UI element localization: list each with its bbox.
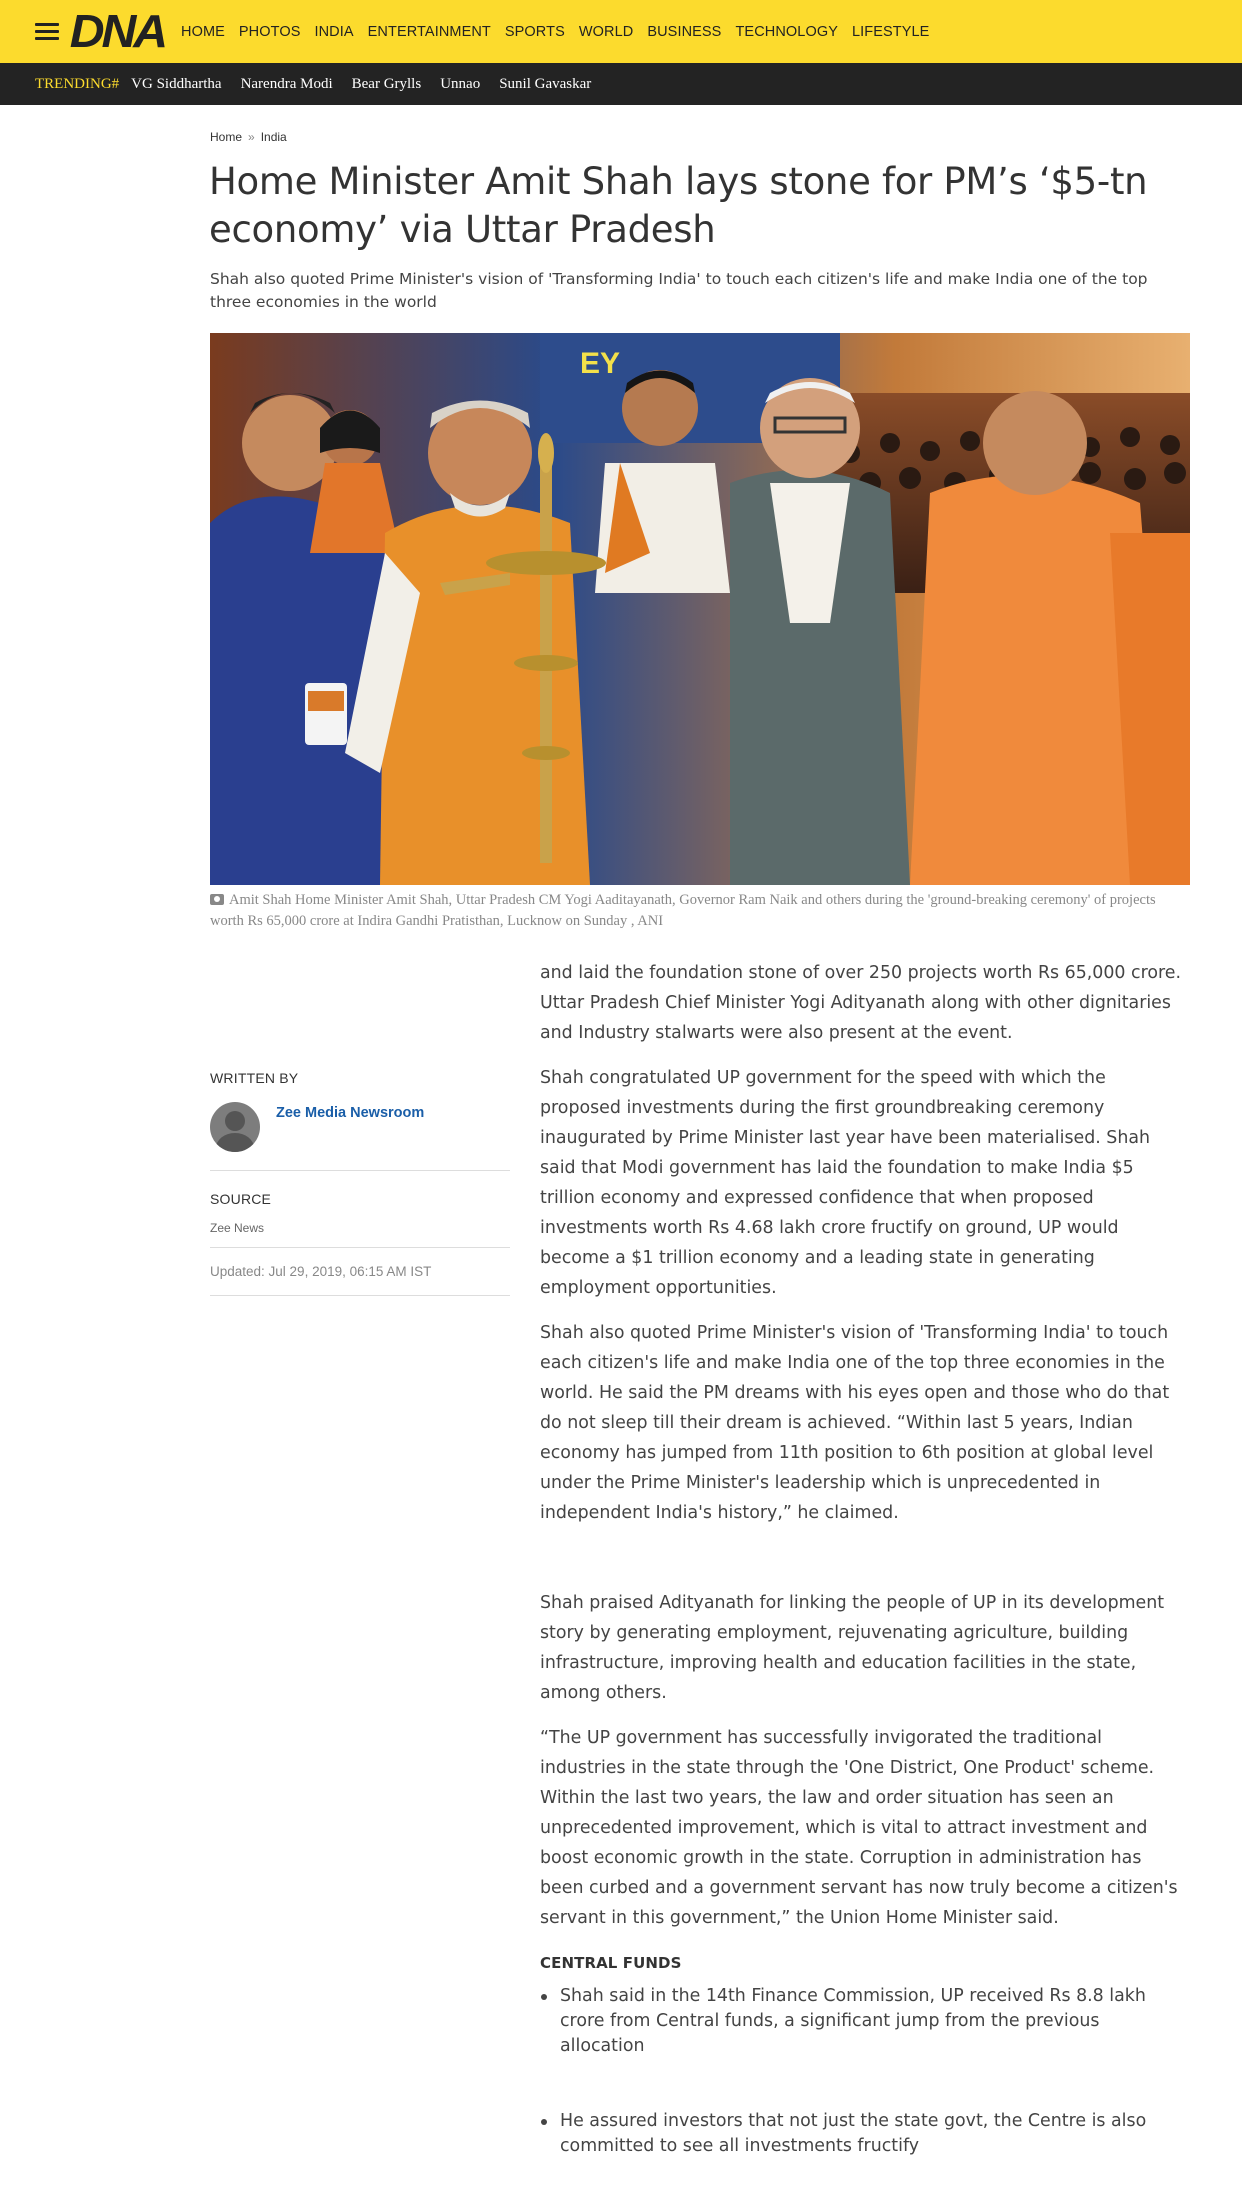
trending-item[interactable]: VG Siddhartha <box>131 75 222 92</box>
menu-icon[interactable] <box>35 23 59 41</box>
nav-technology[interactable]: TECHNOLOGY <box>735 23 838 40</box>
article-subtitle: Shah also quoted Prime Minister's vision of 'Transforming India' to touch each citizen's life and make India one of the top three economies in the world <box>210 270 1148 311</box>
top-nav-bar <box>0 0 1242 63</box>
paragraph: Shah praised Adityanath for linking the people of UP in its development story by generating employment, rejuvenating agriculture, building infrastructure, improving health and education facilities in the state, among others. <box>540 1593 1165 1703</box>
list-item: Shah said in the 14th Finance Commission, UP received Rs 8.8 lakh crore from Central funds, a significant jump from the previous allocation <box>560 1984 1185 2059</box>
bullet-list <box>540 1984 1185 2159</box>
article-body <box>540 958 1185 2209</box>
trending-item[interactable]: Narendra Modi <box>240 75 333 92</box>
section-heading: CENTRAL FUNDS <box>540 1954 682 1972</box>
nav-sports[interactable]: SPORTS <box>504 23 565 40</box>
nav-photos[interactable]: PHOTOS <box>238 23 301 40</box>
breadcrumb-india[interactable]: India <box>260 130 287 144</box>
site-logo[interactable]: DNA <box>69 5 165 57</box>
main-nav <box>181 0 943 63</box>
nav-india[interactable]: INDIA <box>314 23 354 40</box>
nav-world[interactable]: WORLD <box>578 23 634 40</box>
updated-timestamp: Updated: Jul 29, 2019, 06:15 AM IST <box>210 1248 510 1296</box>
author-block <box>210 1102 510 1171</box>
trending-label: TRENDING# <box>35 75 120 92</box>
source-value: Zee News <box>210 1221 265 1235</box>
trending-item[interactable]: Unnao <box>440 75 481 92</box>
camera-icon <box>210 894 224 905</box>
trending-item[interactable]: Sunil Gavaskar <box>499 75 592 92</box>
nav-home[interactable]: HOME <box>181 23 225 40</box>
paragraph: and laid the foundation stone of over 250 projects worth Rs 65,000 crore. Uttar Pradesh Chief Minister Yogi Adityanath along with other dignitaries and Industry stalwarts were also present at the event. <box>540 963 1181 1043</box>
article-meta <box>210 1070 510 1296</box>
author-link[interactable]: Zee Media Newsroom <box>276 1105 425 1121</box>
image-caption: Amit Shah Home Minister Amit Shah, Uttar Pradesh CM Yogi Aaditayanath, Governor Ram Naik and others during the 'ground-breaking ceremony' of projects worth Rs 65,000 crore at Indira Gandhi Pratisthan, Lucknow on Sunday , ANI <box>210 892 1156 929</box>
trending-bar <box>0 63 1242 105</box>
nav-business[interactable]: BUSINESS <box>647 23 722 40</box>
written-by-label: WRITTEN BY <box>210 1070 299 1086</box>
avatar <box>210 1102 260 1152</box>
trending-item[interactable]: Bear Grylls <box>351 75 422 92</box>
hero-image <box>210 333 1190 885</box>
nav-entertainment[interactable]: ENTERTAINMENT <box>367 23 491 40</box>
paragraph: “The UP government has successfully invigorated the traditional industries in the state through the 'One District, One Product' scheme. Within the last two years, the law and order situation has seen an unprecedented improvement, which is vital to attract investment and boost economic growth in the state. Corruption in administration has been curbed and a government servant has now truly become a citizen's servant in this government,” the Union Home Minister said. <box>540 1728 1178 1928</box>
list-item: He assured investors that not just the state govt, the Centre is also committed to see all investments fructify <box>560 2109 1185 2159</box>
breadcrumb <box>210 130 287 144</box>
breadcrumb-separator: » <box>248 130 255 144</box>
nav-lifestyle[interactable]: LIFESTYLE <box>851 23 930 40</box>
breadcrumb-home[interactable]: Home <box>210 130 243 144</box>
paragraph: Shah congratulated UP government for the speed with which the proposed investments during the first groundbreaking ceremony inaugurated by Prime Minister last year have been materialised. Shah said that Modi government has laid the foundation to make India $5 trillion economy and expressed confidence that when proposed investments worth Rs 4.68 lakh crore fructify on ground, UP would become a $1 trillion economy and a leading state in generating employment opportunities. <box>540 1068 1151 1298</box>
paragraph: Shah also quoted Prime Minister's vision of 'Transforming India' to touch each citizen's life and make India one of the top three economies in the world. He said the PM dreams with his eyes open and those who do that do not sleep till their dream is achieved. “Within last 5 years, Indian economy has jumped from 11th position to 6th position at global level under the Prime Minister's leadership which is unprecedented in independent India's history,” he claimed. <box>540 1323 1170 1523</box>
svg-text:EY: EY <box>580 347 621 380</box>
source-block <box>210 1171 510 1248</box>
source-label: SOURCE <box>210 1191 272 1207</box>
article-title: Home Minister Amit Shah lays stone for PM’s ‘$5-tn economy’ via Uttar Pradesh <box>209 160 1148 251</box>
